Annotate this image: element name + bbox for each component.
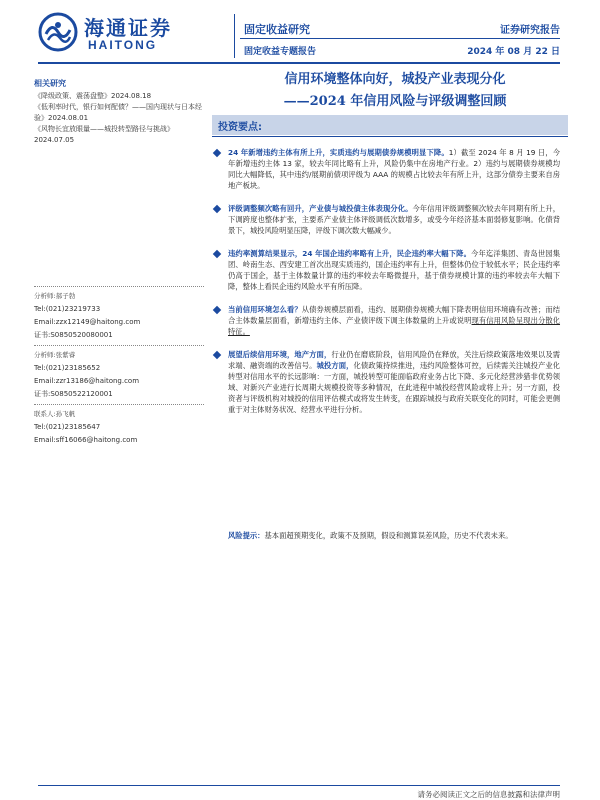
- key-point: [214, 304, 560, 337]
- related-research-item[interactable]: 《降级政策、震荡盘整》2024.08.18: [34, 92, 152, 100]
- key-point-lead: 评级调整频次略有回升，产业债与城投债主体表现分化。: [228, 204, 413, 213]
- report-title: 信用环境整体向好，城投产业表现分化: [284, 72, 506, 87]
- haitong-logo-icon: [38, 12, 78, 52]
- diamond-bullet-icon: [213, 149, 221, 157]
- report-header: [0, 0, 600, 64]
- risk-warning: [228, 530, 560, 541]
- key-point: [214, 147, 560, 191]
- analyst-tel: Tel:(021)23219733: [34, 305, 101, 313]
- header-rule: [240, 38, 560, 39]
- key-point-sublead: 地产方面，: [294, 350, 332, 359]
- key-points-label: 投资要点:: [218, 122, 262, 133]
- risk-warning-label: 风险提示：: [228, 531, 265, 540]
- analyst-name: 分析师:张紫睿: [34, 351, 76, 359]
- key-point-body: 1）截至 2024 年 8 月 19 日，今年新增违约主体 13 家，较去年同比略有上升，风险仍集中在房地产行业。2）违约与展期债券规模均同比大幅降低，其中违约/展期前债项评级为 AAA 的规模占比较去年有所上升，这部分债券主要来自房地产板块。: [228, 148, 560, 190]
- analyst-tel: Tel:(021)23185652: [34, 364, 101, 372]
- key-point-lead: 展望后续信用环境，: [228, 350, 295, 359]
- footer-rule: [38, 785, 560, 786]
- key-point: [214, 349, 560, 415]
- diamond-bullet-icon: [213, 250, 221, 258]
- analyst-email[interactable]: Email:zzx12149@haitong.com: [34, 318, 141, 326]
- key-point-underlined: 现有信用风险呈现出分散化特征。: [228, 316, 561, 336]
- key-point-sublead: 城投方面，: [316, 361, 354, 370]
- diamond-bullet-icon: [213, 306, 221, 314]
- analyst-card: [34, 345, 204, 401]
- key-point-body: 今年信用评级调整频次较去年同期有所上升，下调跨度也整体扩张，主要系产业债主体评级调低次数增多，或受今年经济基本面弱修复影响。化债背景下，城投风险明显压降，评级下调次数大幅减少。: [228, 204, 561, 235]
- contact-name: 联系人:孙飞帆: [34, 410, 76, 418]
- key-point-body: 行业仍在磨底阶段，信用风险仍在释放，关注后续政策落地效果以及需求端、融资端的改善信号。: [228, 350, 561, 370]
- key-point-body: 今年迄洋集团、青岛世园集团、岭南生态、西安建工首次出现实质违约，国企违约率有上升，但整体仍位于较低水平；民企违约率仍高于国企，基于主体数量计算的违约率较去年略微提升，基于债券规模计算的违约率较去年大幅下降，整体上看民企违约风险水平有所压降。: [228, 249, 560, 291]
- contact-email[interactable]: Email:sff16066@haitong.com: [34, 436, 138, 444]
- key-points-band: [212, 115, 568, 135]
- logo-chinese-name: 海通证券: [84, 16, 172, 40]
- related-research-item[interactable]: 《低利率时代，银行如何配债？——国内现状与日本经验》2024.08.01: [34, 103, 202, 122]
- report-subcategory: 固定收益专题报告: [244, 47, 317, 57]
- related-research-title: 相关研究: [34, 79, 66, 88]
- diamond-bullet-icon: [213, 351, 221, 359]
- header-bottom-rule: [38, 62, 560, 64]
- analyst-card: [34, 286, 204, 342]
- analyst-contacts: [34, 286, 204, 450]
- logo-english-name: HAITONG: [88, 38, 158, 52]
- analyst-name: 分析师:郝子勃: [34, 292, 76, 300]
- related-research-list: [34, 91, 204, 146]
- key-point-body: 从债券规模层面看，违约、展期债券规模大幅下降表明信用环境确有改善；而结合主体数量层面看，新增违约主体、产业债评级下调主体数量的上升或说明: [228, 305, 560, 325]
- diamond-bullet-icon: [213, 205, 221, 213]
- analyst-email[interactable]: Email:zzr13186@haitong.com: [34, 377, 140, 385]
- key-point-body: 化债政策持续推进，违约风险整体可控，后续需关注城投产业化转型对信用水平的长远影响：一方面，城投转型可能面临政府业务占比下降、多元化经营涉猎非优势领域、对新兴产业进行长周期大规模投资等多种情况，在此进程中城投经营风险或将上升；另一方面，投资者与评级机构对城投的信用评估模式或将发生转变，在跟踪城投与政府关联变化的同时，可能会更侧重于对主体财务状况、经营水平进行分析。: [228, 361, 561, 414]
- key-point: [214, 203, 560, 236]
- key-point-lead: 违约率测算结果显示，24 年国企违约率略有上升，民企违约率大幅下降。: [228, 249, 472, 258]
- analyst-cert: 证书:S0850522120001: [34, 390, 113, 398]
- key-point: [214, 248, 560, 292]
- key-points-list: [214, 147, 560, 415]
- key-point-lead: 24 年新增违约主体有所上升，实质违约与展期债券规模明显下降。: [228, 148, 449, 157]
- key-points-rule: [212, 136, 568, 137]
- analyst-cert: 证书:S0850520080001: [34, 331, 113, 339]
- report-type: 证券研究报告: [500, 25, 560, 36]
- header-divider: [234, 14, 235, 58]
- disclaimer-footer[interactable]: 请务必阅读正文之后的信息披露和法律声明: [417, 790, 560, 799]
- related-research: [34, 78, 204, 146]
- report-subtitle: ——2024 年信用风险与评级调整回顾: [283, 94, 507, 109]
- report-date: 2024 年 08 月 22 日: [467, 47, 560, 57]
- analyst-card: [34, 404, 204, 447]
- haitong-logo: [38, 10, 188, 56]
- report-category: 固定收益研究: [244, 23, 310, 36]
- contact-tel: Tel:(021)23185647: [34, 423, 101, 431]
- key-point-lead: 当前信用环境怎么看？: [228, 305, 302, 314]
- related-research-item[interactable]: 《风物长宜放眼量——城投转型路径与挑战》2024.07.05: [34, 125, 174, 144]
- risk-warning-body: 基本面超预期变化，政策不及预期，假设和测算误差风险，历史不代表未来。: [264, 531, 513, 540]
